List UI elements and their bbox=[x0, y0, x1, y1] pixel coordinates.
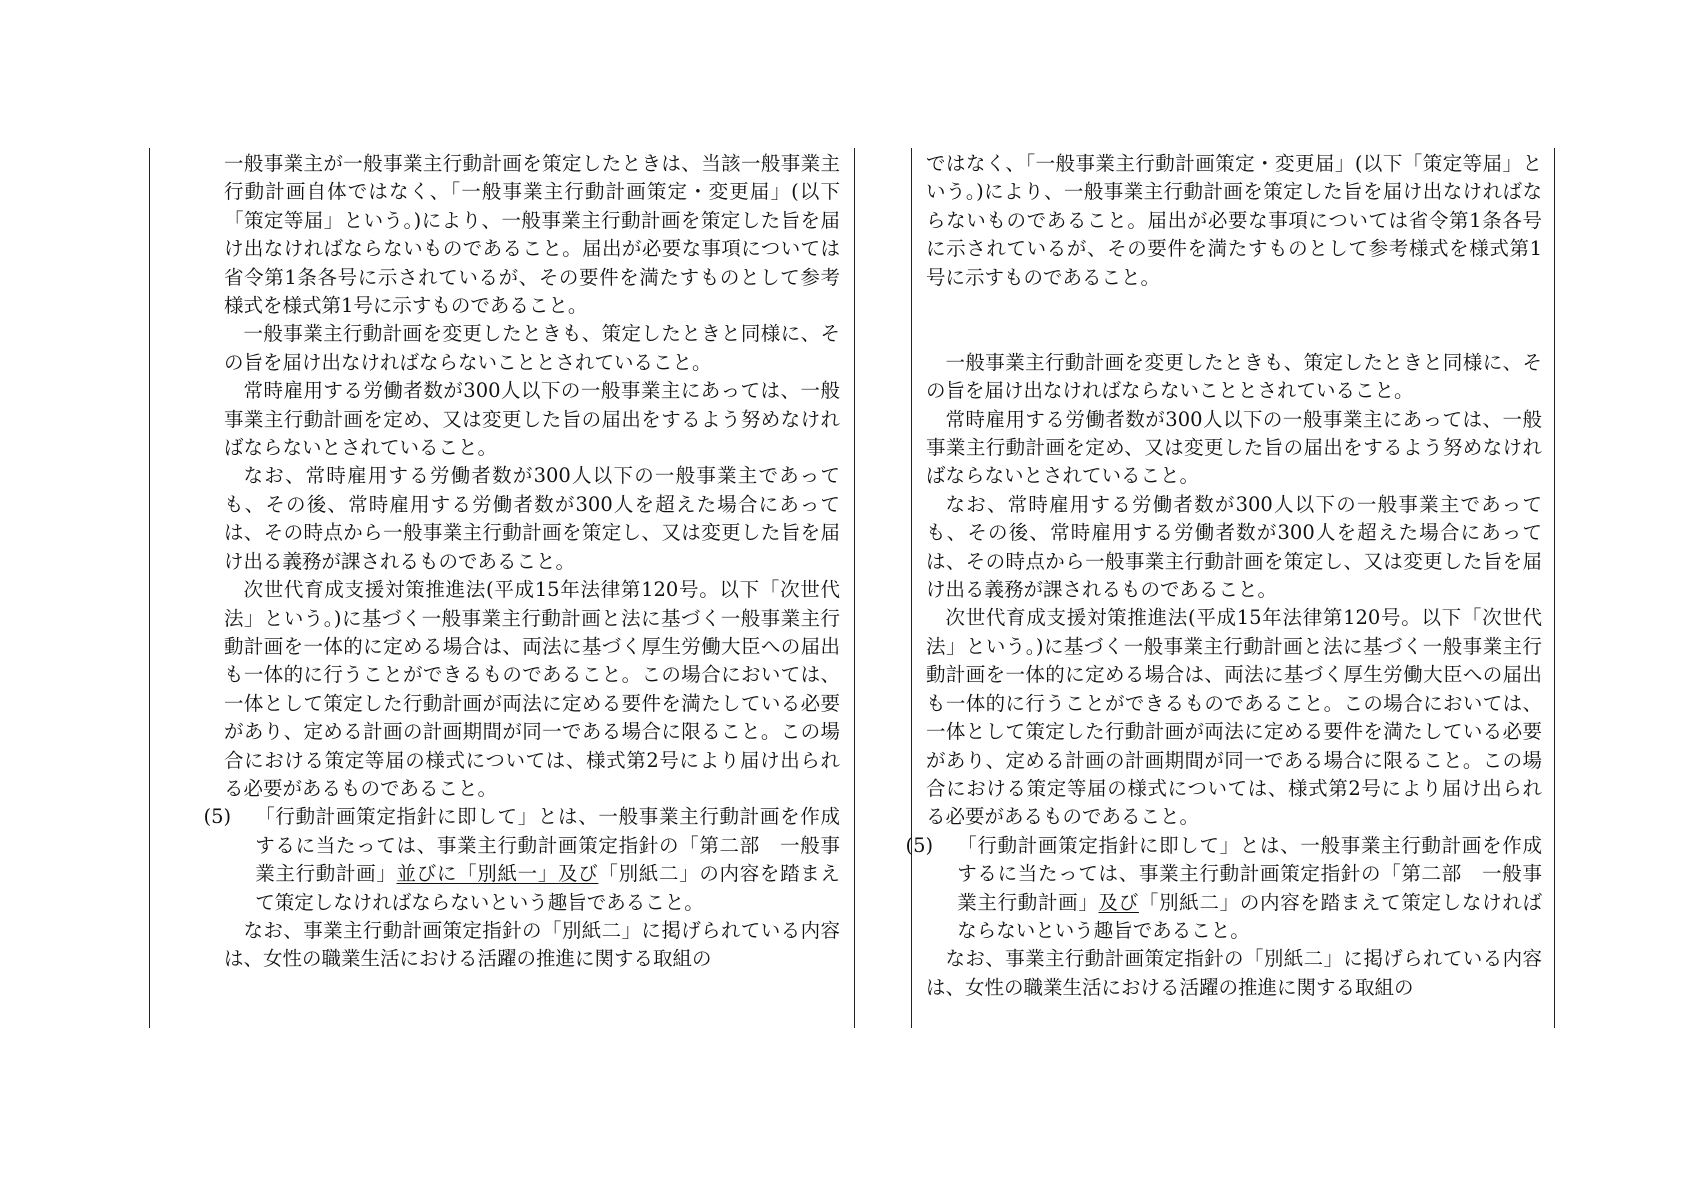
right-spacer bbox=[926, 292, 1542, 349]
right-item-5 bbox=[905, 832, 1542, 946]
right-item-5-underlined: 及び bbox=[1098, 890, 1139, 914]
right-paragraph-6: なお、事業主行動計画策定指針の「別紙二」に掲げられている内容は、女性の職業生活における活躍の推進に関する取組の bbox=[926, 947, 1542, 999]
left-paragraph-4: なお、常時雇用する労働者数が300人以下の一般事業主であっても、その後、常時雇用する労働者数が300人を超えた場合にあっては、その時点から一般事業主行動計画を策定し、又は変更した旨を届け出る義務が課されるものであること。 bbox=[224, 464, 840, 573]
left-item-5-underlined: 並びに「別紙一」及び bbox=[396, 862, 599, 886]
left-item-5-text-a: 「行動計画策定指針に即して」とは、一般事業主行動計画を作成するに当たっては、事業主行動計画策定指針の「第二部 一般事業主行動計画」 bbox=[255, 805, 840, 886]
right-item-5-text-a: 「行動計画策定指針に即して」とは、一般事業主行動計画を作成するに当たっては、事業主行動計画策定指針の「第二部 一般事業主行動計画」 bbox=[957, 833, 1542, 914]
center-rule-right bbox=[911, 148, 912, 1028]
left-column bbox=[203, 150, 840, 974]
right-paragraph-3: 常時雇用する労働者数が300人以下の一般事業主にあっては、一般事業主行動計画を定め、又は変更した旨の届出をするよう努めなければならないとされていること。 bbox=[926, 407, 1542, 488]
left-paragraph-3: 常時雇用する労働者数が300人以下の一般事業主にあっては、一般事業主行動計画を定め、又は変更した旨の届出をするよう努めなければならないとされていること。 bbox=[224, 379, 840, 460]
right-column bbox=[905, 150, 1542, 1002]
left-paragraph-2: 一般事業主行動計画を変更したときも、策定したときと同様に、その旨を届け出なければならないこととされていること。 bbox=[224, 322, 840, 374]
right-paragraph-1: ではなく、「一般事業主行動計画策定・変更届」(以下「策定等届」という。)により、一般事業主行動計画を策定した旨を届け出なければならないものであること。届出が必要な事項については省令第1条各号に示されているが、その要件を満たすものとして参考様式を様式第1号に示すものであること。 bbox=[926, 152, 1542, 289]
right-item-5-text-b: 「別紙二」の内容を踏まえて策定しなければならないという趣旨であること。 bbox=[957, 890, 1542, 942]
left-item-5-number: (5) bbox=[203, 805, 232, 829]
right-paragraph-5: 次世代育成支援対策推進法(平成15年法律第120号。以下「次世代法」という。)に基づく一般事業主行動計画と法に基づく一般事業主行動計画を一体的に定める場合は、両法に基づく厚生労働大臣への届出も一体的に行うことができるものであること。この場合においては、一体として策定した行動計画が両法に定める要件を満たしている必要があり、定める計画の計画期間が同一である場合に限ること。この場合における策定等届の様式については、様式第2号により届け出られる必要があるものであること。 bbox=[926, 606, 1542, 829]
left-paragraph-5: 次世代育成支援対策推進法(平成15年法律第120号。以下「次世代法」という。)に基づく一般事業主行動計画と法に基づく一般事業主行動計画を一体的に定める場合は、両法に基づく厚生労働大臣への届出も一体的に行うことができるものであること。この場合においては、一体として策定した行動計画が両法に定める要件を満たしている必要があり、定める計画の計画期間が同一である場合に限ること。この場合における策定等届の様式については、様式第2号により届け出られる必要があるものであること。 bbox=[224, 578, 840, 800]
center-rule-left bbox=[854, 148, 855, 1028]
left-paragraph-1: 一般事業主が一般事業主行動計画を策定したときは、当該一般事業主行動計画自体ではなく、「一般事業主行動計画策定・変更届」(以下「策定等届」という。)により、一般事業主行動計画を策定した旨を届け出なければならないものであること。届出が必要な事項については省令第1条各号に示されているが、その要件を満たすものとして参考様式を様式第1号に示すものであること。 bbox=[224, 152, 840, 318]
left-item-5-text-b: 「別紙二」の内容を踏まえて策定しなければならないという趣旨であること。 bbox=[255, 862, 840, 914]
right-paragraph-4: なお、常時雇用する労働者数が300人以下の一般事業主であっても、その後、常時雇用する労働者数が300人を超えた場合にあっては、その時点から一般事業主行動計画を策定し、又は変更した旨を届け出る義務が課されるものであること。 bbox=[926, 492, 1542, 602]
left-paragraph-6: なお、事業主行動計画策定指針の「別紙二」に掲げられている内容は、女性の職業生活における活躍の推進に関する取組の bbox=[224, 918, 840, 971]
left-item-5 bbox=[203, 803, 840, 917]
left-outer-rule bbox=[149, 148, 150, 1028]
right-item-5-number: (5) bbox=[905, 833, 934, 857]
right-paragraph-2: 一般事業主行動計画を変更したときも、策定したときと同様に、その旨を届け出なければならないこととされていること。 bbox=[926, 350, 1542, 403]
right-outer-rule bbox=[1554, 148, 1555, 1028]
